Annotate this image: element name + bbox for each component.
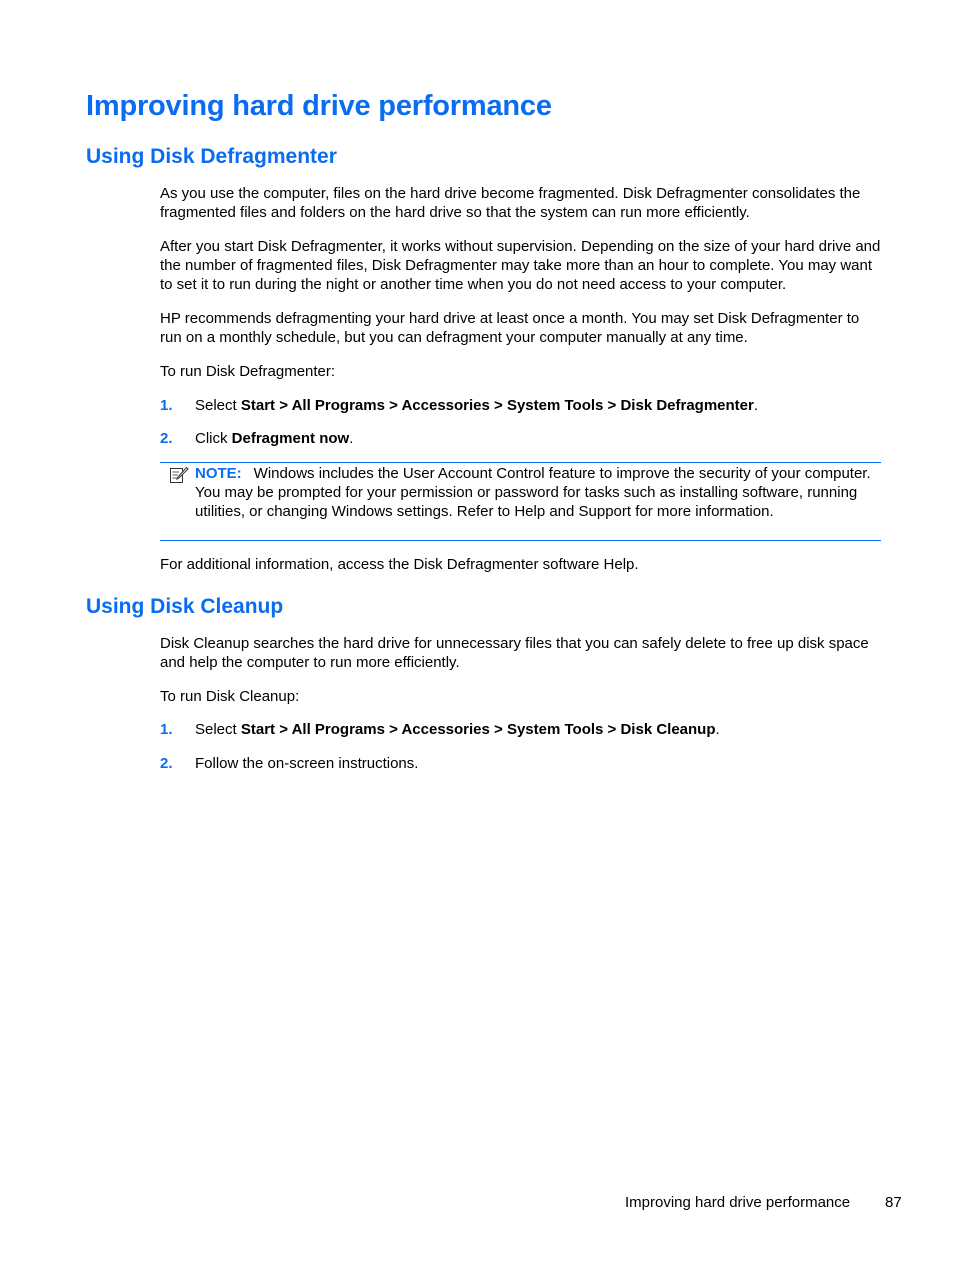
page-title: Improving hard drive performance — [86, 90, 552, 122]
step-number: 2. — [160, 430, 173, 447]
menu-path: Start > All Programs > Accessories > System Tools > Disk Defragmenter — [240, 397, 754, 414]
cleanup-intro: To run Disk Cleanup: — [160, 688, 300, 705]
defrag-paragraph-2: After you start Disk Defragmenter, it works without supervision. Depending on the size of your hard drive and the number of fragmented files, Disk Defragmenter may take more than an hour to complete. You may want to set it to run during the night or another time when you do not need access to your computer. — [160, 238, 881, 293]
defrag-paragraph-1: As you use the computer, files on the hard drive become fragmented. Disk Defragmenter consolidates the fragmented files and folders on the hard drive so that the system can run more efficiently. — [160, 185, 861, 221]
note-label: NOTE: — [195, 465, 242, 482]
note-text: Windows includes the User Account Control feature to improve the security of your computer. You may be prompted for your permission or password for tasks such as installing software, running utilities, or changing Windows settings. Refer to Help and Support for more information. — [195, 465, 871, 520]
note-box — [160, 462, 881, 541]
step-text: Follow the on-screen instructions. — [195, 755, 419, 772]
menu-path: Start > All Programs > Accessories > System Tools > Disk Cleanup — [240, 721, 716, 738]
note-pencil-icon — [169, 466, 189, 484]
section-heading-cleanup: Using Disk Cleanup — [86, 595, 284, 618]
step-number: 1. — [160, 397, 173, 414]
defrag-after-note: For additional information, access the Disk Defragmenter software Help. — [160, 556, 639, 573]
defrag-intro: To run Disk Defragmenter: — [160, 363, 336, 380]
page-number: 87 — [885, 1194, 902, 1211]
step-text: Click Defragment now. — [195, 430, 354, 447]
step-text: Select Start > All Programs > Accessories > System Tools > Disk Cleanup. — [195, 721, 720, 738]
defrag-paragraph-3: HP recommends defragmenting your hard drive at least once a month. You may set Disk Defragmenter to run on a monthly schedule, but you can defragment your computer manually at any time. — [160, 310, 860, 346]
footer-title: Improving hard drive performance — [625, 1194, 851, 1211]
button-name: Defragment now — [231, 430, 350, 447]
cleanup-paragraph-1: Disk Cleanup searches the hard drive for unnecessary files that you can safely delete to free up disk space and help the computer to run more efficiently. — [160, 635, 869, 671]
note-body — [195, 464, 881, 521]
step-number: 1. — [160, 721, 173, 738]
section-heading-defragmenter: Using Disk Defragmenter — [86, 145, 337, 168]
step-text: Select Start > All Programs > Accessories > System Tools > Disk Defragmenter. — [195, 397, 759, 414]
step-number: 2. — [160, 755, 173, 772]
